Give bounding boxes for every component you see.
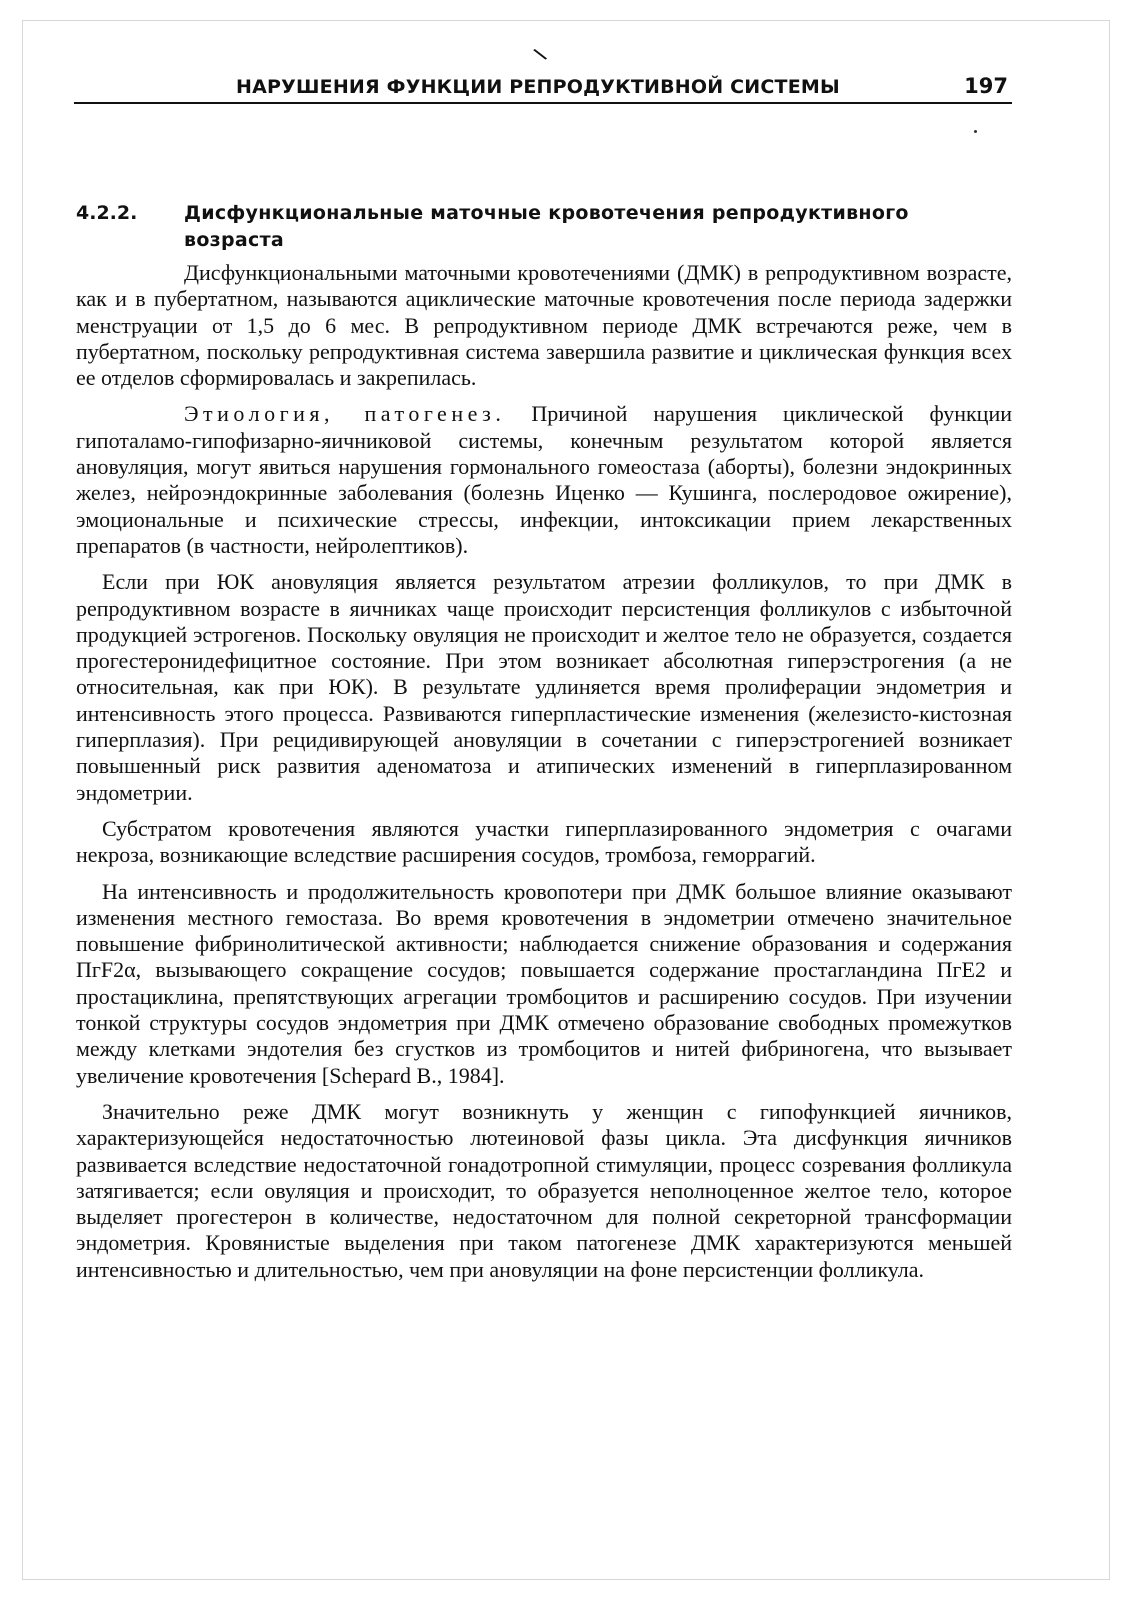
section-heading: [76, 200, 1012, 254]
body-text: [76, 260, 1012, 1293]
section-number: 4.2.2.: [76, 202, 138, 224]
speck: [974, 130, 977, 133]
paragraph-1: Дисфункциональными маточными кровотечениями (ДМК) в репродуктивном возрасте, как и в пубертатном, называются ациклические маточные кровотечения после периода задержки менструации от 1,5 до 6 мес. В репродуктивном периоде ДМК встречаются реже, чем в пубертатном, поскольку репродуктивная система завершила развитие и циклическая функция всех ее отделов сформировалась и закрепилась.: [76, 260, 1012, 391]
paragraph-2: [76, 401, 1012, 559]
section-title: Дисфункциональные маточные кровотечения репродуктивного возраста: [184, 202, 909, 251]
paragraph-2-body: Причиной нарушения циклической функции гипоталамо-гипофизарно-яичниковой системы, конечным результатом которой является ановуляция, могут явиться нарушения гормонального гомеостаза (аборты), болезни эндокринных желез, нейроэндокринные заболевания (болезнь Иценко — Кушинга, послеродовое ожирение), эмоциональные и психические стрессы, инфекции, интоксикации прием лекарственных препаратов (в частности, нейролептиков).: [76, 401, 1012, 558]
paragraph-5: На интенсивность и продолжительность кровопотери при ДМК большое влияние оказывают изменения местного гемостаза. Во время кровотечения в эндометрии отмечено значительное повышение фибринолитической активности; наблюдается снижение образования и содержания ПгF2α, вызывающего сокращение сосудов; повышается содержание простагландина ПгЕ2 и простациклина, препятствующих агрегации тромбоцитов и расширению сосудов. При изучении тонкой структуры сосудов эндометрия при ДМК отмечено образование свободных промежутков между клетками эндотелия без сгустков из тромбоцитов и нитей фибриногена, что вызывает увеличение кровотечения [Schepard B., 1984].: [76, 878, 1012, 1088]
paragraph-4: Субстратом кровотечения являются участки гиперплазированного эндометрия с очагами некроза, возникающие вследствие расширения сосудов, тромбоза, геморрагий.: [76, 815, 1012, 868]
running-header: [74, 74, 1012, 104]
paragraph-6: Значительно реже ДМК могут возникнуть у женщин с гипофункцией яичников, характеризующейся недостаточностью лютеиновой фазы цикла. Эта дисфункция яичников развивается вследствие недостаточной гонадотропной стимуляции, процесс созревания фолликула затягивается; если овуляция и происходит, то образуется неполноценное желтое тело, которое выделяет прогестерон в количестве, недостаточном для полной секреторной трансформации эндометрия. Кровянистые выделения при таком патогенезе ДМК характеризуются меньшей интенсивностью и длительностью, чем при ановуляции на фоне персистенции фолликула.: [76, 1098, 1012, 1282]
paragraph-2-lead: Этиология, патогенез.: [184, 401, 506, 427]
page-number: 197: [964, 74, 1008, 98]
running-title: НАРУШЕНИЯ ФУНКЦИИ РЕПРОДУКТИВНОЙ СИСТЕМЫ: [236, 76, 840, 98]
paragraph-3: Если при ЮК ановуляция является результатом атрезии фолликулов, то при ДМК в репродуктивном возрасте в яичниках чаще происходит персистенция фолликулов с избыточной продукцией эстрогенов. Поскольку овуляция не происходит и желтое тело не образуется, создается прогестеронидефицитное состояние. При этом возникает абсолютная гиперэстрогения (а не относительная, как при ЮК). В результате удлиняется время пролиферации эндометрия и интенсивность этого процесса. Развиваются гиперпластические изменения (железисто-кистозная гиперплазия). При рецидивирующей ановуляции в сочетании с гиперэстрогенией возникает повышенный риск развития аденоматоза и атипических изменений в гиперплазированном эндометрии.: [76, 569, 1012, 805]
scan-mark: \: [531, 44, 550, 65]
